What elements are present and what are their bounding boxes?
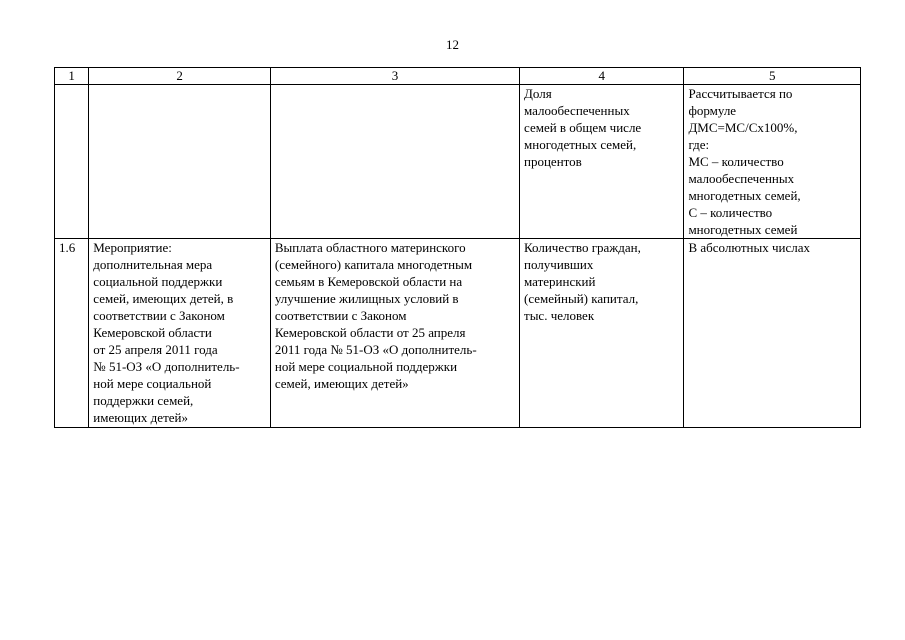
table-cell [270,85,519,239]
column-header-5: 5 [684,68,861,85]
calculation-method-cell: Рассчитывается по формуле ДМС=МС/Сх100%, где: МС – количество малообеспеченных многодетных семей, С – количество многодетных семей [684,85,861,239]
column-header-4: 4 [520,68,684,85]
column-header-3: 3 [270,68,519,85]
page-number: 12 [446,37,459,52]
measure-name-cell: Мероприятие: дополнительная мера социальной поддержки семей, имеющих детей, в соответствии с Законом Кемеровской области от 25 апреля 2011 года № 51-ОЗ «О дополнитель- ной мере социальной поддержки семей, имеющих детей» [89,239,271,428]
table-row [55,239,861,428]
table-cell [89,85,271,239]
indicator-name-cell: Количество граждан, получивших материнский (семейный) капитал, тыс. человек [520,239,684,428]
calculation-method-cell: В абсолютных числах [684,239,861,428]
column-header-1: 1 [55,68,89,85]
table-cell [55,85,89,239]
column-header-2: 2 [89,68,271,85]
indicators-table [54,67,861,428]
measure-description-cell: Выплата областного материнского (семейного) капитала многодетным семьям в Кемеровской области на улучшение жилищных условий в соответствии с Законом Кемеровской области от 25 апреля 2011 года № 51-ОЗ «О дополнитель- ной мере социальной поддержки семей, имеющих детей» [270,239,519,428]
indicator-name-cell: Доля малообеспеченных семей в общем числе многодетных семей, процентов [520,85,684,239]
table-row [55,85,861,239]
item-number-cell: 1.6 [55,239,89,428]
table-header-row [55,68,861,85]
